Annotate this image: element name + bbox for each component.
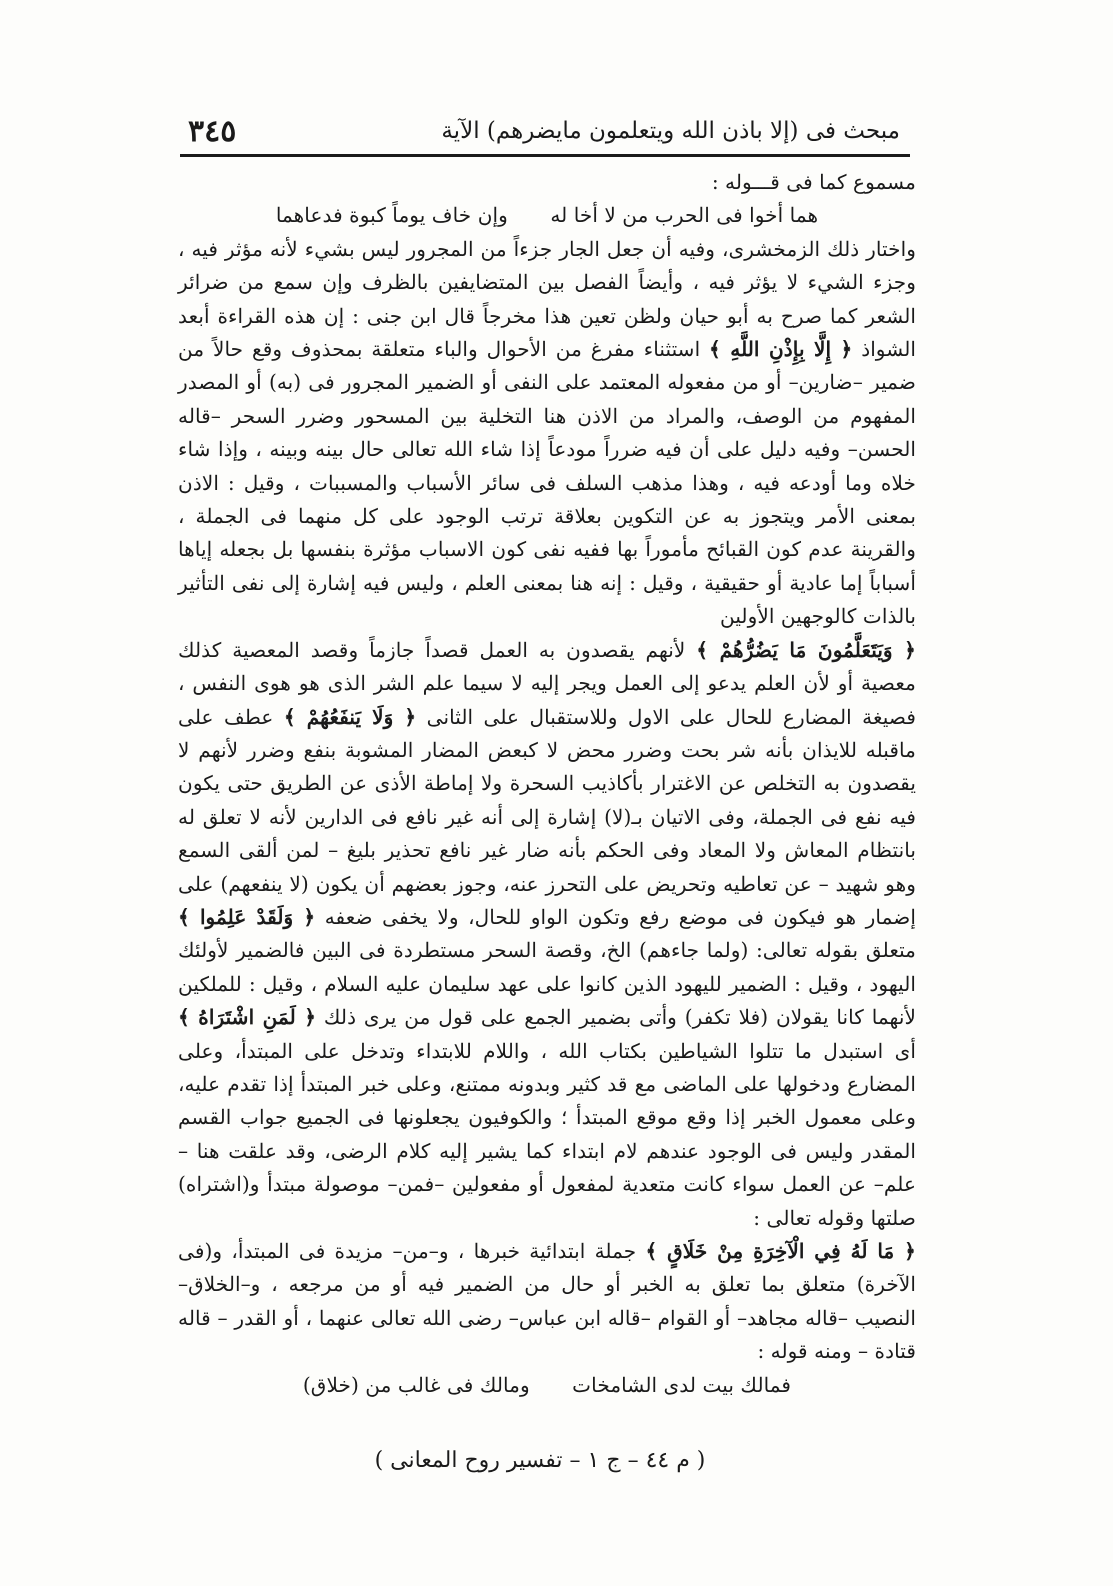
header-rule bbox=[180, 154, 910, 157]
quran-citation: ﴿ إِلَّا بِإِذْنِ اللَّهِ ﴾ bbox=[709, 337, 853, 362]
paragraph: واختار ذلك الزمخشرى، وفيه أن جعل الجار جزءاً من المجرور ليس بشيء لأنه مؤثر فيه ، وجزء الشيء لا يؤثر فيه ، وأيضاً الفصل بين المتضايفين بالظرف وإن سمع من ضرائر الشعر كما صرح به أبو حيان ولظن تعين هذا مخرجاً قال ابن جنى : إن هذه القراءة أبعد الشواذ ﴿ إِلَّا بِإِذْنِ اللَّهِ ﴾ استثناء مفرغ من الأحوال والباء متعلقة بمحذوف وقع حالاً من ضمير –ضارين– أو من مفعوله المعتمد على النفى أو الضمير المجرور فى (به) أو المصدر المفهوم من الوصف، والمراد من الاذن هنا التخلية بين المسحور وضرر السحر –قاله الحسن– وفيه دليل على أن فيه ضرراً مودعاً إذا شاء الله تعالى حال بينه وبينه ، وإذا شاء خلاه وما أودعه فيه ، وهذا مذهب السلف فى سائر الأسباب والمسببات ، وقيل : الاذن بمعنى الأمر ويتجوز به عن التكوين بعلاقة ترتب الوجود على كل منهما فى الجملة ، والقرينة عدم كون القبائح مأموراً بها ففيه نفى كون الاسباب مؤثرة بنفسها بل بجعله إياها أسباباً إما عادية أو حقيقية ، وقيل : إنه هنا بمعنى العلم ، وليس فيه إشارة إلى نفى التأثير بالذات كالوجهين الأولين bbox=[178, 236, 916, 629]
running-title: مبحث فى (إلا باذن الله ويتعلمون مايضرهم) الآية bbox=[441, 118, 900, 144]
page-header bbox=[180, 112, 910, 152]
poetry-verse bbox=[178, 199, 916, 232]
quran-citation: ﴿ وَلَقَدْ عَلِمُوا ﴾ bbox=[178, 904, 316, 929]
poetry-verse bbox=[178, 1369, 916, 1402]
paragraph: ﴿ مَا لَهُ فِي الْآخِرَةِ مِنْ خَلَاقٍ ﴾ جملة ابتدائية خبرها ، و–من– مزيدة فى المبتدأ، و(فى الآخرة) متعلق بما تعلق به الخبر أو حال من الضمير فيه أو من مرجعه ، و–الخلاق– النصيب –قاله مجاهد– أو القوام –قاله ابن عباس– رضى الله تعالى عنهما ، أو القدر – قاله قتادة – ومنه قوله : bbox=[178, 1239, 916, 1364]
verse-hemistich: ومالك فى غالب من (خلاق) bbox=[302, 1372, 530, 1397]
verse-hemistich: فمالك بيت لدى الشامخات bbox=[572, 1372, 792, 1397]
quran-citation: ﴿ لَمَنِ اشْتَرَاهُ ﴾ bbox=[178, 1005, 317, 1030]
page-number: ٣٤٥ bbox=[188, 114, 237, 149]
verse-hemistich: وإن خاف يوماً كبوة فدعاهما bbox=[275, 203, 508, 228]
paragraph: مسموع كما فى قـــوله : bbox=[711, 170, 916, 194]
main-text bbox=[178, 166, 916, 1402]
quran-citation: ﴿ وَلَا يَنفَعُهُمْ ﴾ bbox=[283, 704, 417, 729]
paragraph: ﴿ وَيَتَعَلَّمُونَ مَا يَضُرُّهُمْ ﴾ لأنهم يقصدون به العمل قصداً جازماً وقصد المعصية كذلك معصية أو لأن العلم يدعو إلى العمل ويجر إليه لا سيما علم الشر الذى هو هوى النفس ، فصيغة المضارع للحال على الاول وللاستقبال على الثانى ﴿ وَلَا يَنفَعُهُمْ ﴾ عطف على ماقبله للايذان بأنه شر بحت وضرر محض لا كبعض المضار المشوبة بنفع وضرر لأنهم لا يقصدون به التخلص عن الاغترار بأكاذيب السحرة ولا إماطة الأذى عن الطريق حتى يكون فيه نفع فى الجملة، وفى الاتيان بـ(لا) إشارة إلى أنه غير نافع فى الدارين لأنه لا تعلق له بانتظام المعاش ولا المعاد وفى الحكم بأنه ضار غير نافع تحذير بليغ – لمن ألقى السمع وهو شهيد – عن تعاطيه وتحريض على التحرز عنه، وجوز بعضهم أن يكون (لا ينفعهم) على إضمار هو فيكون فى موضع رفع وتكون الواو للحال، ولا يخفى ضعفه ﴿ وَلَقَدْ عَلِمُوا ﴾ متعلق بقوله تعالى: (ولما جاءهم) الخ، وقصة السحر مستطردة فى البين فالضمير لأولئك اليهود ، وقيل : الضمير لليهود الذين كانوا على عهد سليمان عليه السلام ، وقيل : للملكين لأنهما كانا يقولان (فلا تكفر) وأتى بضمير الجمع على قول من يرى ذلك ﴿ لَمَنِ اشْتَرَاهُ ﴾ أى استبدل ما تتلوا الشياطين بكتاب الله ، واللام للابتداء وتدخل على المبتدأ، وعلى المضارع ودخولها على الماضى مع قد كثير وبدونه ممتنع، وعلى خبر المبتدأ إذا تقدم عليه، وعلى معمول الخبر إذا وقع موقع المبتدأ ؛ والكوفيون يجعلونها فى الجميع جواب القسم المقدر وليس فى الوجود عندهم لام ابتداء كما يشير إليه كلام الرضى، وقد علقت هنا –علم– عن العمل سواء كانت متعدية لمفعول أو مفعولين –فمن– موصولة مبتدأ و(اشتراه) صلتها وقوله تعالى : bbox=[178, 637, 916, 1230]
verse-hemistich: هما أخوا فى الحرب من لا أخا له bbox=[550, 203, 819, 228]
quran-citation: ﴿ وَيَتَعَلَّمُونَ مَا يَضُرُّهُمْ ﴾ bbox=[696, 637, 916, 662]
quran-citation: ﴿ مَا لَهُ فِي الْآخِرَةِ مِنْ خَلَاقٍ ﴾ bbox=[645, 1239, 916, 1263]
signature-line: ( م ٤٤ – ج ١ – تفسير روح المعانى ) bbox=[374, 1448, 706, 1473]
